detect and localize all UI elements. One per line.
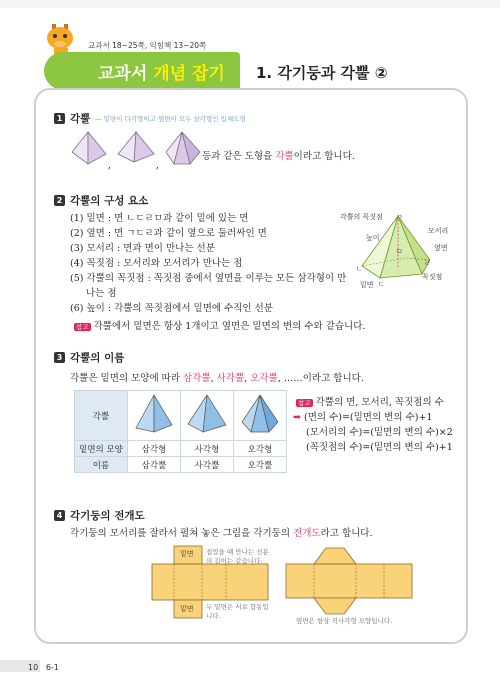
label-edge: 모서리 — [428, 227, 449, 235]
net-note-bottom: 두 밑면은 서로 합동입니다. — [206, 603, 269, 620]
pyramid-table — [74, 390, 287, 473]
component-item: (6) 높이 : 각뿔의 꼭짓점에서 밑면에 수직인 선분 — [70, 303, 273, 314]
label-r: ㄹ — [424, 259, 431, 267]
separator: , — [108, 160, 112, 171]
table-cell: 오각뿔 — [234, 457, 287, 473]
section-number: 3 — [54, 352, 65, 363]
table-row-header: 이름 — [75, 457, 128, 473]
separator: , — [156, 160, 160, 171]
component-item: (2) 옆면 : 면 ㄱㄷㄹ과 같이 옆으로 둘러싸인 면 — [70, 228, 267, 239]
component-item: (5) 각뿔의 꼭짓점 : 꼭짓점 중에서 옆면을 이루는 모든 삼각형이 만 — [70, 273, 347, 284]
component-item: (1) 밑면 : 면 ㄴㄷㄹㅁ과 같이 밑에 있는 면 — [70, 213, 249, 224]
section-number: 2 — [54, 195, 65, 206]
section-title: 각뿔의 이름 — [70, 352, 125, 364]
page-number: 10 6-1 — [28, 663, 59, 672]
table-cell: 사각뿔 — [181, 457, 234, 473]
net-note-top: 접었을 때 만나는 선분의 길이는 같습니다. — [206, 548, 269, 565]
section-number: 4 — [54, 510, 65, 521]
tip-title: 참고 각뿔의 면, 모서리, 꼭짓점의 수 — [298, 397, 444, 408]
unit-title: 1. 각기둥과 각뿔 ② — [256, 64, 388, 82]
triangular-pyramid-icon — [131, 392, 177, 436]
table-row-header: 밑면의 모양 — [75, 441, 128, 457]
naming-intro: 각뿔은 밑면의 모양에 따라 삼각뿔, 사각뿔, 오각뿔, ……이라고 합니다. — [70, 373, 364, 384]
label-m: ㅁ — [396, 248, 403, 256]
pyramid-definition: 등과 같은 도형을 각뿔이라고 합니다. — [202, 151, 355, 162]
table-cell: 삼각뿔 — [128, 457, 181, 473]
label-apex: 각뿔의 꼭짓점 — [340, 213, 383, 221]
textbook-reference: 교과서 18~25쪽, 익힘책 13~20쪽 — [88, 41, 207, 50]
net-top-base-label: 밑면 — [180, 550, 194, 558]
top-strip — [0, 0, 500, 8]
section-number: 1 — [54, 113, 65, 124]
net-definition: 각기둥의 모서리를 잘라서 펼쳐 놓은 그림을 각기둥의 전개도라고 합니다. — [70, 528, 373, 539]
label-base: 밑면 — [360, 281, 374, 289]
hexagonal-prism-net-diagram — [284, 542, 414, 622]
label-n: ㄴ — [356, 265, 363, 273]
section-title: 각기둥의 전개도 — [70, 510, 145, 522]
section-title: 각뿔 — [70, 113, 91, 125]
pyramid-examples — [68, 128, 203, 172]
banner-title: 교과서 개념 잡기 — [98, 64, 225, 84]
label-height: 높이 — [366, 234, 380, 242]
tip-line: 참고 각뿔에서 밑면은 항상 1개이고 옆면은 밑면의 변의 수와 같습니다. — [76, 321, 366, 332]
component-item: (3) 모서리 : 면과 면이 만나는 선분 — [70, 243, 215, 254]
formula-line: ➡ (면의 수)=(밑면의 변의 수)+1 — [293, 412, 433, 423]
component-item: (4) 꼭짓점 : 모서리와 모서리가 만나는 점 — [70, 258, 243, 269]
label-g: ㄱ — [396, 213, 403, 221]
formula-line: (모서리의 수)=(밑면의 변의 수)×2 — [306, 427, 453, 438]
label-d: ㄷ — [378, 280, 385, 288]
net-note-side: 옆면은 항상 직사각형 모양입니다. — [296, 617, 393, 625]
section-title: 각뿔의 구성 요소 — [70, 195, 149, 207]
table-row-header: 각뿔 — [75, 391, 128, 441]
table-cell: 오각형 — [234, 441, 287, 457]
square-pyramid-icon — [184, 392, 230, 436]
definition-note: — 밑면이 다각형이고 옆면이 모두 삼각형인 입체도형 — [95, 115, 246, 123]
table-cell: 삼각형 — [128, 441, 181, 457]
formula-line: (꼭짓점의 수)=(밑면의 변의 수)+1 — [306, 442, 453, 453]
label-side: 옆면 — [434, 244, 448, 252]
table-cell: 사각형 — [181, 441, 234, 457]
label-vertex: 꼭짓점 — [422, 273, 443, 281]
pentagonal-pyramid-icon — [237, 392, 283, 436]
net-bottom-base-label: 밑면 — [180, 605, 194, 613]
component-item: 나는 점 — [86, 288, 117, 299]
